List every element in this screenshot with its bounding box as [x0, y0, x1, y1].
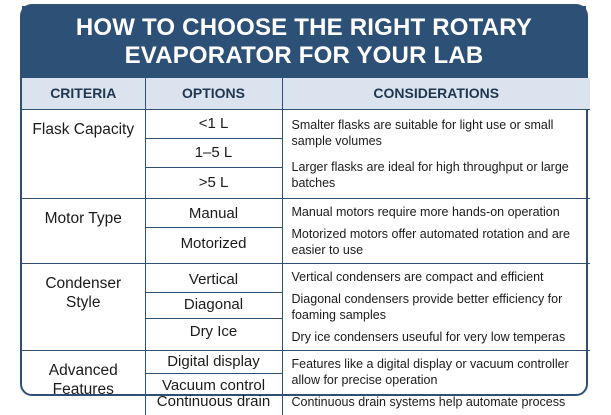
- criteria-table: [22, 78, 590, 415]
- table-row-motor-type: [22, 198, 590, 263]
- comparison-card: [20, 4, 588, 410]
- option-item: 1–5 L: [146, 139, 282, 168]
- considerations-column-header: CONSIDERATIONS: [282, 78, 590, 109]
- criteria-cell: Advanced Features: [22, 350, 145, 415]
- table-row-condenser-style: [22, 263, 590, 350]
- considerations-cell: [282, 198, 590, 263]
- option-item: Manual: [146, 202, 282, 228]
- option-item: Diagonal: [146, 293, 282, 319]
- consideration-text: Larger flasks are ideal for high throughput or large batches: [291, 159, 569, 190]
- criteria-cell: Flask Capacity: [22, 109, 145, 198]
- criteria-column-header: CRITERIA: [22, 78, 145, 109]
- consideration-text: Dry ice condensers useuful for very low temperas: [291, 329, 566, 344]
- considerations-cell: [282, 350, 590, 415]
- option-item: Dry Ice: [189, 322, 238, 340]
- consideration-text: Manual motors require more hands-on operation: [291, 204, 560, 219]
- options-cell: [145, 350, 282, 415]
- page-title: HOW TO CHOOSE THE RIGHT ROTARY EVAPORATOR FOR YOUR LAB: [75, 14, 533, 69]
- criteria-cell: Motor Type: [22, 198, 145, 263]
- consideration-text: Smalter flasks are suitable for light use or small sample volumes: [291, 117, 554, 148]
- considerations-cell: [282, 109, 590, 198]
- option-item: Vertical: [146, 269, 282, 293]
- option-item: Vacuum control Continuous drain: [156, 377, 271, 410]
- options-cell: [145, 263, 282, 350]
- consideration-text: Vertical condensers are compact and efficient: [291, 269, 544, 284]
- option-item: <1 L: [146, 110, 282, 139]
- consideration-text: Diagonal condensers provide better efficiency for foaming samples: [291, 291, 563, 322]
- option-item: Motorized: [180, 234, 247, 252]
- option-item: Digital display: [146, 351, 282, 374]
- table-row-advanced-features: [22, 350, 590, 415]
- consideration-text: Features like a digital display or vacuum controller allow for precise operation: [291, 356, 569, 387]
- option-item: >5 L: [198, 173, 229, 191]
- title-banner: [22, 6, 586, 78]
- table-row-flask-capacity: [22, 109, 590, 198]
- considerations-cell: [282, 263, 590, 350]
- consideration-text: Continuous drain systems help automate process: [291, 394, 566, 409]
- options-column-header: OPTIONS: [145, 78, 282, 109]
- criteria-cell: Condenser Style: [22, 263, 145, 350]
- options-cell: [145, 198, 282, 263]
- consideration-text: Motorized motors offer automated rotation and are easier to use: [291, 226, 570, 257]
- options-cell: [145, 109, 282, 198]
- table-header-row: [22, 78, 590, 109]
